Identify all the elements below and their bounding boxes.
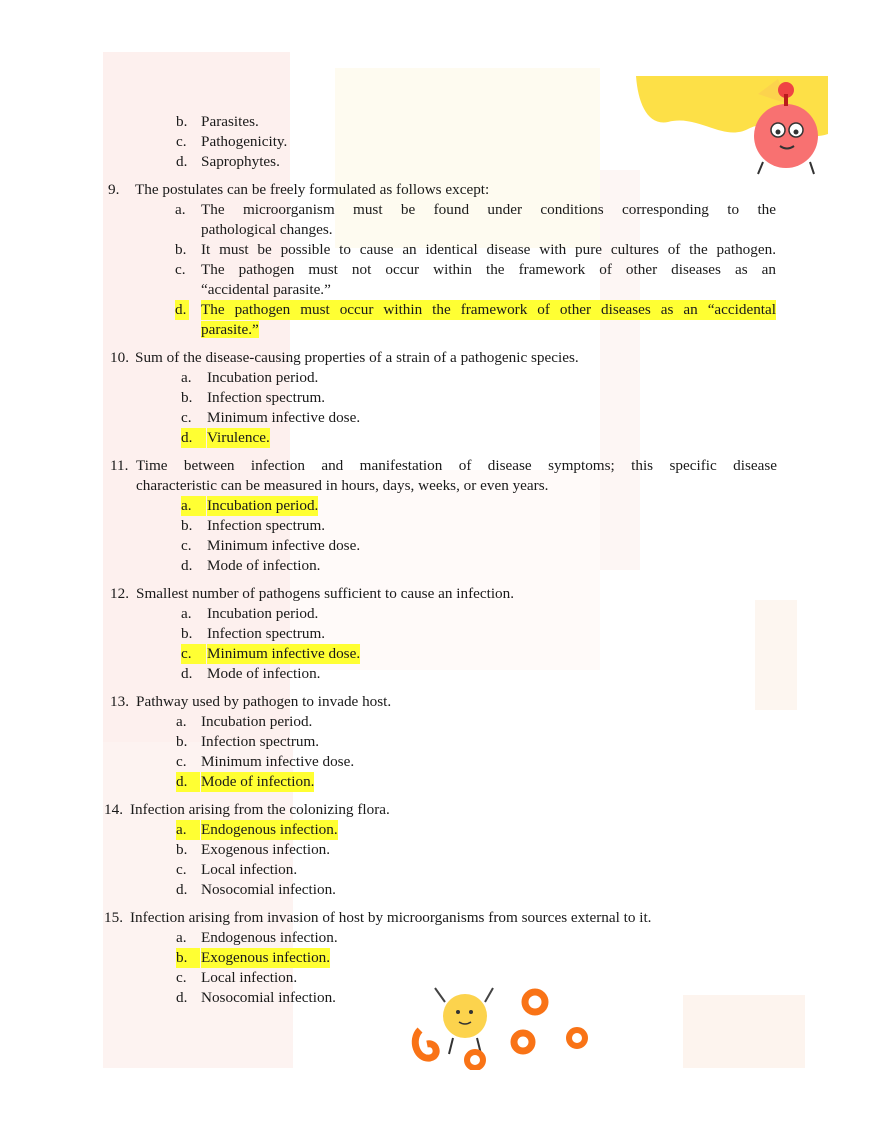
question-text: Infection arising from invasion of host by microorganisms from sources external to it. <box>130 909 652 926</box>
background-block <box>290 470 600 670</box>
background-block <box>755 600 797 710</box>
bacteria-character-illustration <box>405 980 600 1070</box>
question-text: Smallest number of pathogens sufficient to cause an infection. <box>136 585 515 602</box>
question-text: Pathway used by pathogen to invade host. <box>136 693 392 710</box>
question-text: Infection arising from the colonizing flora. <box>130 801 390 818</box>
question-number: 14. <box>104 801 123 818</box>
question-text: The postulates can be freely formulated as follows except: <box>135 181 490 198</box>
germ-character-illustration <box>628 74 828 184</box>
question-number: 10. <box>110 349 129 366</box>
question-number: 11. <box>110 457 129 474</box>
question-text: Sum of the disease-causing properties of a strain of a pathogenic species. <box>135 349 579 366</box>
question-text: Time between infection and manifestation of disease symptoms; this specific disease characteristic can be measured in hours, days, weeks, or even years. <box>136 457 777 494</box>
question-number: 9. <box>108 181 120 198</box>
question-number: 12. <box>110 585 129 602</box>
question-number: 13. <box>110 693 129 710</box>
question-number: 15. <box>104 909 123 926</box>
background-block <box>683 995 805 1068</box>
